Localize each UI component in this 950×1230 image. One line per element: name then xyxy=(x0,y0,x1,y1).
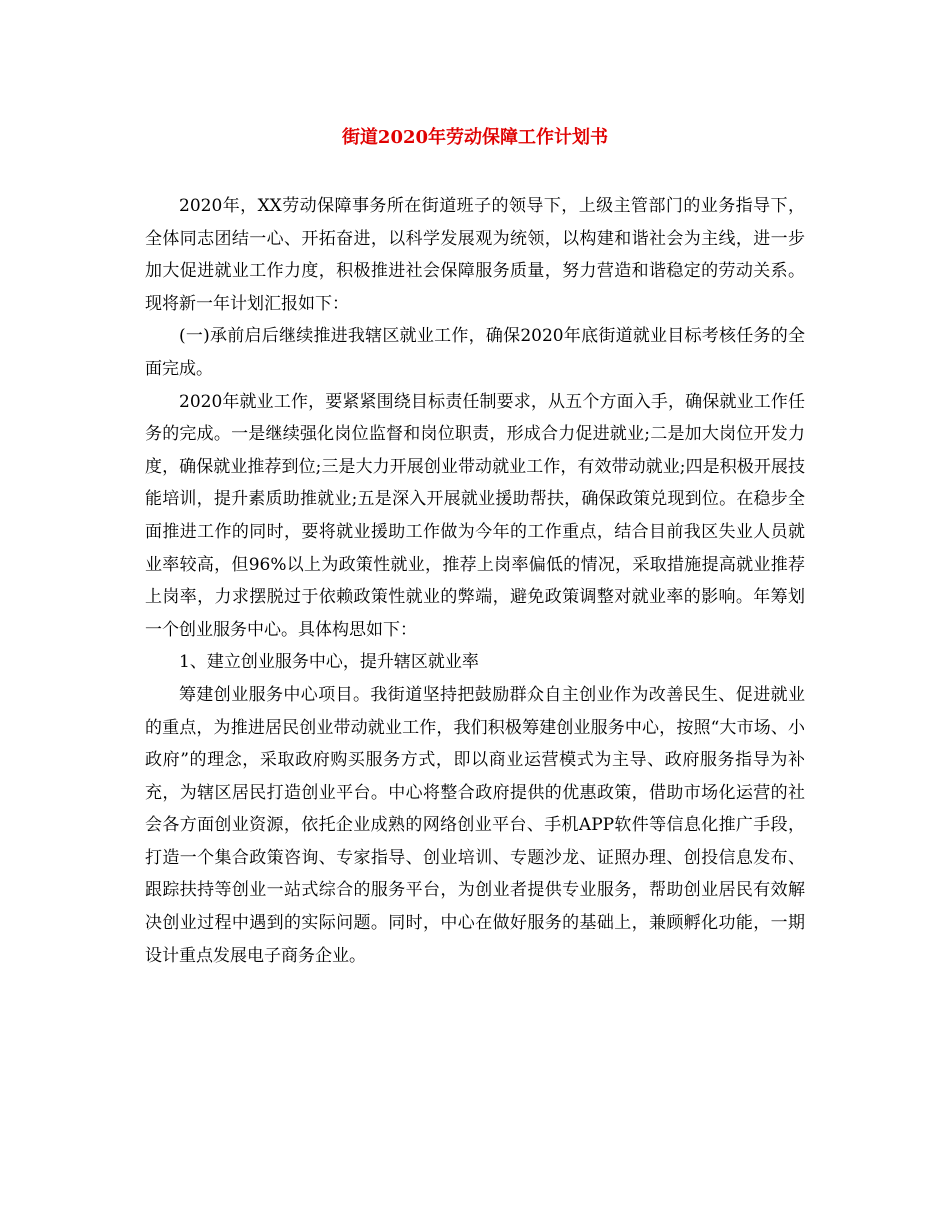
paragraph-service-center: 筹建创业服务中心项目。我街道坚持把鼓励群众自主创业作为改善民生、促进就业的重点，为推进居民创业带动就业工作，我们积极筹建创业服务中心，按照“大市场、小政府”的理念，采取政府购买服务方式，即以商业运营模式为主导、政府服务指导为补充，为辖区居民打造创业平台。中心将整合政府提供的优惠政策，借助市场化运营的社会各方面创业资源，依托企业成熟的网络创业平台、手机APP软件等信息化推广手段，打造一个集合政策咨询、专家指导、创业培训、专题沙龙、证照办理、创投信息发布、跟踪扶持等创业一站式综合的服务平台，为创业者提供专业服务，帮助创业居民有效解决创业过程中遇到的实际问题。同时，中心在做好服务的基础上，兼顾孵化功能，一期设计重点发展电子商务企业。 xyxy=(145,684,805,966)
document-title: 街道2020年劳动保障工作计划书 xyxy=(341,127,609,148)
paragraph-employment-work: 2020年就业工作，要紧紧围绕目标责任制要求，从五个方面入手，确保就业工作任务的完成。一是继续强化岗位监督和岗位职责，形成合力促进就业;二是加大岗位开发力度，确保就业推荐到位;三是大力开展创业带动就业工作，有效带动就业;四是积极开展技能培训，提升素质助推就业;五是深入开展就业援助帮扶，确保政策兑现到位。在稳步全面推进工作的同时，要将就业援助工作做为今年的工作重点，结合目前我区失业人员就业率较高，但96%以上为政策性就业，推荐上岗率偏低的情况，采取措施提高就业推荐上岗率，力求摆脱过于依赖政策性就业的弊端，避免政策调整对就业率的影响。年筹划一个创业服务中心。具体构思如下： xyxy=(145,391,805,640)
document-body xyxy=(145,190,805,972)
paragraph-intro: 2020年，XX劳动保障事务所在街道班子的领导下，上级主管部门的业务指导下，全体同志团结一心、开拓奋进，以科学发展观为统领，以构建和谐社会为主线，进一步加大促进就业工作力度，积极推进社会保障服务质量，努力营造和谐稳定的劳动关系。现将新一年计划汇报如下： xyxy=(145,196,805,314)
paragraph-subheading-1: 1、建立创业服务中心，提升辖区就业率 xyxy=(179,652,479,673)
paragraph-section-1-heading: (一)承前启后继续推进我辖区就业工作，确保2020年底街道就业目标考核任务的全面完成。 xyxy=(145,326,805,379)
